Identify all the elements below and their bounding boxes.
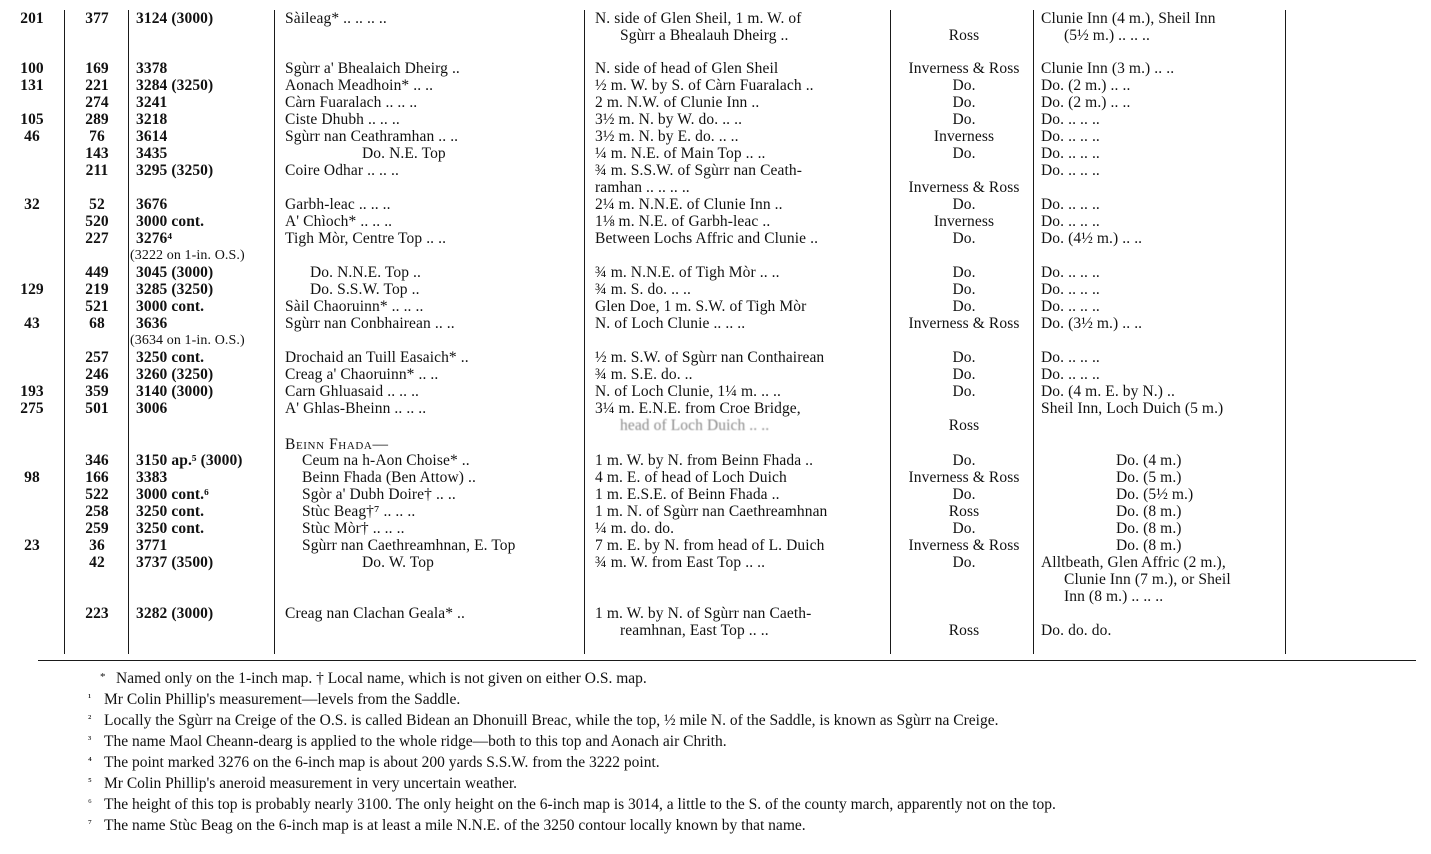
position-text: 2 m. N.W. of Clunie Inn .. [595, 94, 760, 111]
county-text: Do. [952, 486, 976, 503]
county-text: Do. [952, 145, 976, 162]
height-value: 3250 cont. [136, 349, 205, 366]
row-number-b: 169 [85, 60, 109, 77]
position-text: 1 m. N. of Sgùrr nan Caethreamhnan [595, 503, 828, 520]
position-text: ¾ m. W. from East Top .. .. [595, 554, 766, 571]
nearest-inn: Do. .. .. .. [1041, 111, 1100, 128]
row-number-b: 346 [85, 452, 109, 469]
row-number-b: 52 [89, 196, 105, 213]
position-text: ¾ m. S.E. do. .. [595, 366, 693, 383]
row-number-b: 211 [85, 162, 109, 179]
hill-name: Do. S.S.W. Top .. [310, 281, 420, 298]
height-value: 3435 [136, 145, 168, 162]
row-number-a: 129 [20, 281, 44, 298]
row-number-b: 246 [85, 366, 109, 383]
footnote-mark: ⁷ [88, 818, 92, 830]
position-text: reamhnan, East Top .. .. [620, 622, 769, 639]
nearest-inn: Clunie Inn (4 m.), Sheil Inn [1041, 10, 1216, 27]
hill-name: Stùc Beag†⁷ .. .. .. [302, 503, 416, 520]
height-value: 3276⁴ [136, 230, 173, 247]
hill-name: Garbh-leac .. .. .. [285, 196, 391, 213]
position-text: N. side of head of Glen Sheil [595, 60, 779, 77]
row-number-b: 36 [89, 537, 105, 554]
position-text: 1 m. W. by N. from Beinn Fhada .. [595, 452, 814, 469]
position-text: 3¼ m. E.N.E. from Croe Bridge, [595, 400, 801, 417]
height-value: 3241 [136, 94, 168, 111]
hill-name: Creag a' Chaoruinn* .. .. [285, 366, 439, 383]
hill-name: Sgùrr nan Conbhairean .. .. [285, 315, 455, 332]
county-text: Do. [952, 77, 976, 94]
county-text: Do. [952, 366, 976, 383]
row-number-b: 223 [85, 605, 109, 622]
position-text: 1 m. W. by N. of Sgùrr nan Caeth- [595, 605, 812, 622]
row-number-a: 23 [24, 537, 40, 554]
row-number-a: 100 [20, 60, 44, 77]
county-text: Inverness & Ross [908, 469, 1020, 486]
nearest-inn: Do. .. .. .. [1041, 145, 1100, 162]
county-text: Inverness & Ross [908, 179, 1020, 196]
footnote-text: The name Maol Cheann-dearg is applied to the whole ridge—both to this top and Aonach air Chrith. [104, 733, 727, 750]
nearest-inn: Do. .. .. .. [1041, 366, 1100, 383]
height-value: 3285 (3250) [136, 281, 214, 298]
county-text: Do. [952, 281, 976, 298]
nearest-inn: Do. (3½ m.) .. .. [1041, 315, 1143, 332]
hill-name: Sgùrr a' Bhealaich Dheirg .. [285, 60, 460, 77]
row-number-a: 43 [24, 315, 40, 332]
county-text: Do. [952, 264, 976, 281]
nearest-inn: Do. .. .. .. [1041, 196, 1100, 213]
footnote-mark: ² [88, 713, 92, 725]
nearest-inn: Do. .. .. .. [1041, 264, 1100, 281]
position-text: head of Loch Duich .. .. [620, 417, 770, 434]
nearest-inn: Do. (8 m.) [1116, 537, 1182, 554]
hill-name: Ceum na h-Aon Choise* .. [302, 452, 470, 469]
row-number-b: 42 [89, 554, 105, 571]
nearest-inn: Do. .. .. .. [1041, 162, 1100, 179]
row-number-b: 143 [85, 145, 109, 162]
height-value: 3295 (3250) [136, 162, 214, 179]
footnote-text: Mr Colin Phillip's aneroid measurement in very uncertain weather. [104, 775, 518, 792]
position-text: ramhan .. .. .. .. [595, 179, 690, 196]
os-note: (3634 on 1-in. O.S.) [130, 333, 245, 348]
row-number-b: 227 [85, 230, 109, 247]
position-text: ½ m. W. by S. of Càrn Fuaralach .. [595, 77, 814, 94]
hill-name: Sgòr a' Dubh Doire† .. .. [302, 486, 456, 503]
hill-name: Beinn Fhada (Ben Attow) .. [302, 469, 476, 486]
height-value: 3614 [136, 128, 168, 145]
hill-name: Creag nan Clachan Geala* .. [285, 605, 466, 622]
position-text: ¾ m. N.N.E. of Tigh Mòr .. .. [595, 264, 780, 281]
nearest-inn: Sheil Inn, Loch Duich (5 m.) [1041, 400, 1224, 417]
nearest-inn: (5½ m.) .. .. .. [1064, 27, 1150, 44]
hill-name: Càrn Fuaralach .. .. .. [285, 94, 418, 111]
footnote [100, 668, 647, 688]
position-text: 3½ m. N. by W. do. .. .. [595, 111, 743, 128]
footnote-text: Locally the Sgùrr na Creige of the O.S. is called Bidean an Dhonuill Breac, while the top, ½ mile N. of the Saddle, is known as Sgùrr na Creige. [104, 712, 999, 729]
row-number-b: 501 [85, 400, 109, 417]
row-number-a: 193 [20, 383, 44, 400]
height-value: 3045 (3000) [136, 264, 214, 281]
position-text: N. of Loch Clunie, 1¼ m. .. .. [595, 383, 781, 400]
column-rule [128, 10, 129, 654]
county-text: Do. [952, 196, 976, 213]
position-text: 4 m. E. of head of Loch Duich [595, 469, 787, 486]
height-value: 3282 (3000) [136, 605, 214, 622]
county-text: Do. [952, 111, 976, 128]
row-number-b: 359 [85, 383, 109, 400]
county-text: Do. [952, 520, 976, 537]
county-text: Inverness [933, 128, 995, 145]
hill-name: Sàileag* .. .. .. .. [285, 10, 387, 27]
county-text: Do. [952, 94, 976, 111]
nearest-inn: Do. (5 m.) [1116, 469, 1182, 486]
row-number-b: 257 [85, 349, 109, 366]
position-text: ¼ m. N.E. of Main Top .. .. [595, 145, 766, 162]
position-text: ¾ m. S.S.W. of Sgùrr nan Ceath- [595, 162, 803, 179]
county-text: Inverness & Ross [908, 537, 1020, 554]
nearest-inn: Do. (5½ m.) [1116, 486, 1194, 503]
height-value: 3140 (3000) [136, 383, 214, 400]
nearest-inn: Do. .. .. .. [1041, 349, 1100, 366]
height-value: 3676 [136, 196, 168, 213]
hill-name: Ciste Dhubh .. .. .. [285, 111, 400, 128]
group-heading: Beinn Fhada— [285, 436, 389, 453]
nearest-inn: Do. (8 m.) [1116, 503, 1182, 520]
footnote [88, 689, 460, 709]
county-text: Do. [952, 230, 976, 247]
hill-name: A' Ghlas-Bheinn .. .. .. [285, 400, 427, 417]
row-number-b: 219 [85, 281, 109, 298]
row-number-b: 221 [85, 77, 109, 94]
row-number-a: 131 [20, 77, 44, 94]
position-text: N. of Loch Clunie .. .. .. [595, 315, 746, 332]
nearest-inn: Do. .. .. .. [1041, 281, 1100, 298]
nearest-inn: Do. .. .. .. [1041, 128, 1100, 145]
hill-name: Tigh Mòr, Centre Top .. .. [285, 230, 447, 247]
row-number-b: 76 [89, 128, 105, 145]
height-value: 3006 [136, 400, 168, 417]
hill-name: Aonach Meadhoin* .. .. [285, 77, 434, 94]
hill-name: Drochaid an Tuill Easaich* .. [285, 349, 469, 366]
height-value: 3250 cont. [136, 503, 205, 520]
footnote-text: The point marked 3276 on the 6-inch map is about 200 yards S.S.W. from the 3222 point. [104, 754, 660, 771]
height-value: 3636 [136, 315, 168, 332]
footnote-text: The height of this top is probably nearly 3100. The only height on the 6-inch map is 3014, a little to the S. of the county march, apparently not on the top. [104, 796, 1056, 813]
county-text: Do. [952, 298, 976, 315]
position-text: 7 m. E. by N. from head of L. Duich [595, 537, 825, 554]
height-value: 3250 cont. [136, 520, 205, 537]
row-number-b: 289 [85, 111, 109, 128]
position-text: Between Lochs Affric and Clunie .. [595, 230, 819, 247]
height-value: 3260 (3250) [136, 366, 214, 383]
row-number-b: 520 [85, 213, 109, 230]
row-number-a: 32 [24, 196, 40, 213]
county-text: Do. [952, 383, 976, 400]
position-text: N. side of Glen Sheil, 1 m. W. of [595, 10, 802, 27]
position-text: 3½ m. N. by E. do. .. .. [595, 128, 739, 145]
county-text: Ross [948, 417, 980, 434]
nearest-inn: Do. do. do. [1041, 622, 1112, 639]
position-text: ½ m. S.W. of Sgùrr nan Conthairean [595, 349, 825, 366]
row-number-b: 259 [85, 520, 109, 537]
row-number-b: 521 [85, 298, 109, 315]
height-value: 3771 [136, 537, 168, 554]
county-text: Inverness [933, 213, 995, 230]
footnote [88, 815, 806, 835]
county-text: Ross [948, 27, 980, 44]
footnote [88, 731, 727, 751]
hill-name: Sàil Chaoruinn* .. .. .. [285, 298, 424, 315]
height-value: 3383 [136, 469, 168, 486]
hill-name: Do. N.E. Top [362, 145, 446, 162]
row-number-b: 522 [85, 486, 109, 503]
position-text: 2¼ m. N.N.E. of Clunie Inn .. [595, 196, 783, 213]
height-value: 3218 [136, 111, 168, 128]
row-number-b: 449 [85, 264, 109, 281]
position-text: 1⅛ m. N.E. of Garbh-leac .. [595, 213, 771, 230]
nearest-inn: Clunie Inn (3 m.) .. .. [1041, 60, 1175, 77]
footnote-mark: ¹ [88, 692, 92, 704]
hill-name: Sgùrr nan Ceathramhan .. .. [285, 128, 459, 145]
hill-name: Stùc Mòr† .. .. .. [302, 520, 405, 537]
row-number-a: 105 [20, 111, 44, 128]
hill-name: Coire Odhar .. .. .. [285, 162, 399, 179]
height-value: 3124 (3000) [136, 10, 214, 27]
footnote-mark: ⁴ [88, 755, 92, 767]
county-text: Ross [948, 503, 980, 520]
height-value: 3000 cont. [136, 298, 205, 315]
hill-name: Sgùrr nan Caethreamhnan, E. Top [302, 537, 516, 554]
nearest-inn: Do. (4 m.) [1116, 452, 1182, 469]
footnote-mark: ⁵ [88, 776, 92, 788]
county-text: Do. [952, 554, 976, 571]
row-number-b: 377 [85, 10, 109, 27]
row-number-b: 166 [85, 469, 109, 486]
os-note: (3222 on 1-in. O.S.) [130, 248, 245, 263]
position-text: ¼ m. do. do. [595, 520, 675, 537]
row-number-a: 98 [24, 469, 40, 486]
footnote-text: Mr Colin Phillip's measurement—levels from the Saddle. [104, 691, 461, 708]
height-value: 3000 cont. [136, 213, 205, 230]
footnote-mark: * [100, 671, 106, 683]
hill-name: Do. N.N.E. Top .. [310, 264, 421, 281]
position-text: Glen Doe, 1 m. S.W. of Tigh Mòr [595, 298, 807, 315]
footnote-rule [38, 660, 1416, 661]
column-rule [890, 10, 891, 654]
nearest-inn: Alltbeath, Glen Affric (2 m.), [1041, 554, 1226, 571]
footnote [88, 794, 1056, 814]
nearest-inn: Do. (2 m.) .. .. [1041, 94, 1131, 111]
nearest-inn: Do. (8 m.) [1116, 520, 1182, 537]
nearest-inn: Do. .. .. .. [1041, 213, 1100, 230]
nearest-inn: Clunie Inn (7 m.), or Sheil [1064, 571, 1231, 588]
footnote-text: The name Stùc Beag on the 6-inch map is at least a mile N.N.E. of the 3250 contour locally known by that name. [104, 817, 806, 834]
nearest-inn: Do. (4 m. E. by N.) .. [1041, 383, 1175, 400]
position-text: Sgùrr a Bhealauh Dheirg .. [620, 27, 789, 44]
column-rule [1285, 10, 1286, 654]
nearest-inn: Do. (2 m.) .. .. [1041, 77, 1131, 94]
column-rule [274, 10, 275, 654]
county-text: Do. [952, 349, 976, 366]
footnote [88, 773, 517, 793]
height-value: 3284 (3250) [136, 77, 214, 94]
nearest-inn: Do. (4½ m.) .. .. [1041, 230, 1143, 247]
column-rule [64, 10, 65, 654]
footnote-text: Named only on the 1-inch map. † Local name, which is not given on either O.S. map. [116, 670, 647, 687]
footnote [88, 710, 999, 730]
county-text: Inverness & Ross [908, 60, 1020, 77]
row-number-b: 68 [89, 315, 105, 332]
height-value: 3150 ap.⁵ (3000) [136, 452, 243, 469]
row-number-a: 201 [20, 10, 44, 27]
height-value: 3737 (3500) [136, 554, 214, 571]
position-text: ¾ m. S. do. .. .. [595, 281, 692, 298]
hill-name: Do. W. Top [362, 554, 434, 571]
row-number-b: 258 [85, 503, 109, 520]
county-text: Ross [948, 622, 980, 639]
height-value: 3000 cont.⁶ [136, 486, 209, 503]
nearest-inn: Do. .. .. .. [1041, 298, 1100, 315]
footnote [88, 752, 660, 772]
nearest-inn: Inn (8 m.) .. .. .. [1064, 588, 1164, 605]
row-number-a: 275 [20, 400, 44, 417]
hill-name: Carn Ghluasaid .. .. .. [285, 383, 420, 400]
county-text: Inverness & Ross [908, 315, 1020, 332]
footnote-mark: ⁶ [88, 797, 92, 809]
position-text: 1 m. E.S.E. of Beinn Fhada .. [595, 486, 780, 503]
county-text: Do. [952, 452, 976, 469]
hill-name: A' Chìoch* .. .. .. [285, 213, 393, 230]
row-number-b: 274 [85, 94, 109, 111]
height-value: 3378 [136, 60, 168, 77]
footnote-mark: ³ [88, 734, 92, 746]
row-number-a: 46 [24, 128, 40, 145]
